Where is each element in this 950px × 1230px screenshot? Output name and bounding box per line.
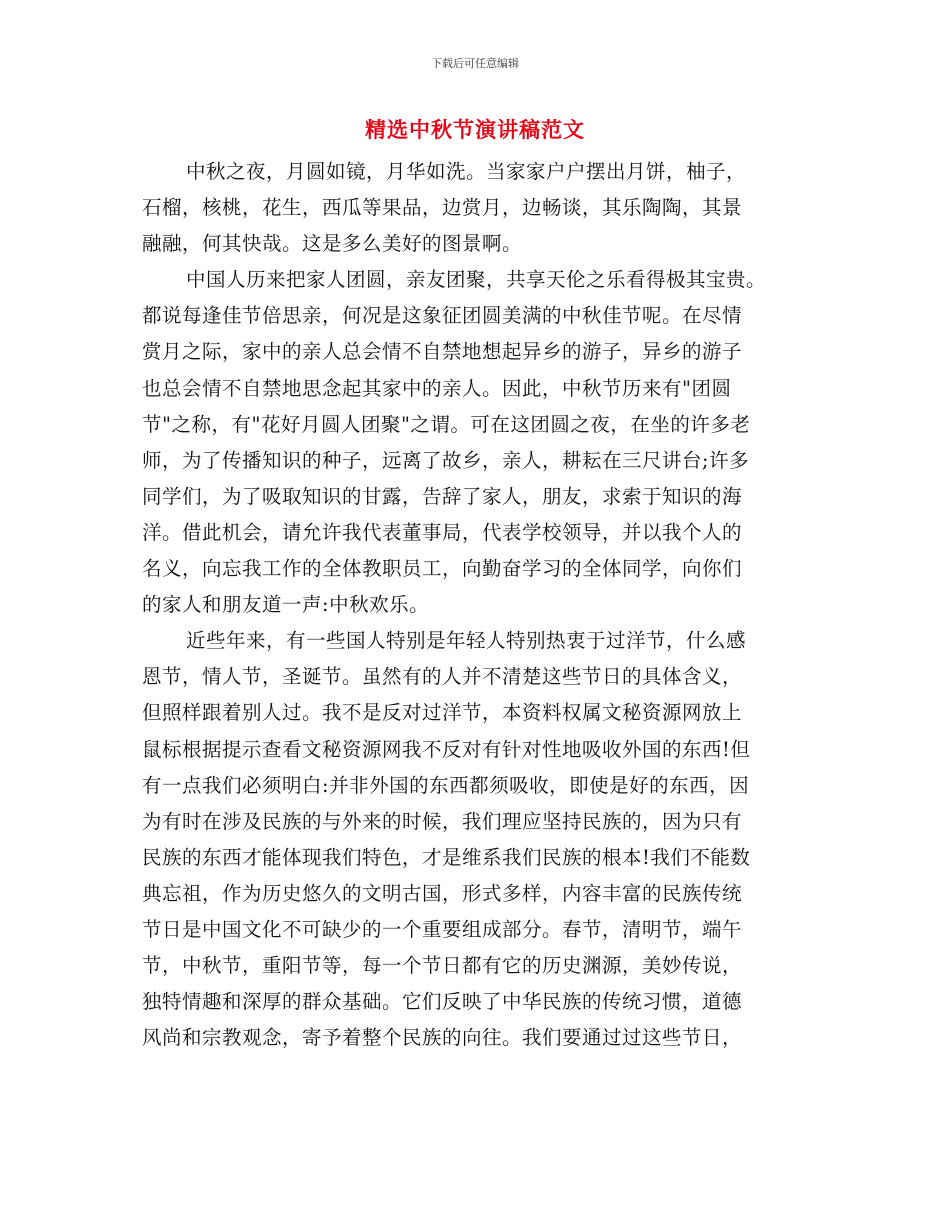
paragraph-line: 风尚和宗教观念，寄予着整个民族的向往。我们要通过过这些节日， xyxy=(142,1026,743,1050)
paragraph-line: 石榴，核桃，花生，西瓜等果品，边赏月，边畅谈，其乐陶陶，其景 xyxy=(142,196,743,220)
paragraph-line: 中秋之夜，月圆如镜，月华如洗。当家家户户摆出月饼，柚子， xyxy=(186,160,747,183)
paragraph-line: 典忘祖，作为历史悠久的文明古国，形式多样，内容丰富的民族传统 xyxy=(142,881,743,905)
paragraph-line: 也总会情不自禁地思念起其家中的亲人。因此，中秋节历来有"团圆 xyxy=(142,376,732,400)
document-title: 精选中秋节演讲稿范文 xyxy=(365,118,585,142)
paragraph-line: 赏月之际，家中的亲人总会情不自禁地想起异乡的游子，异乡的游子 xyxy=(142,340,743,364)
paragraph-line: 融融，何其快哉。这是多么美好的图景啊。 xyxy=(142,232,523,256)
document-body xyxy=(142,154,810,1056)
paragraph-line: 的家人和朋友道一声:中秋欢乐。 xyxy=(142,593,430,617)
paragraph-line: 洋。借此机会，请允许我代表董事局，代表学校领导，并以我个人的 xyxy=(142,520,743,544)
paragraph-line: 节，中秋节，重阳节等，每一个节日都有它的历史渊源，美妙传说， xyxy=(142,954,743,978)
paragraph xyxy=(142,623,810,1056)
paragraph-line: 恩节，情人节，圣诞节。虽然有的人并不清楚这些节日的具体含义， xyxy=(142,665,743,689)
paragraph-line: 同学们，为了吸取知识的甘露，告辞了家人，朋友，求索于知识的海 xyxy=(142,484,743,508)
paragraph-line: 节日是中国文化不可缺少的一个重要组成部分。春节，清明节，端午 xyxy=(142,917,743,941)
paragraph-line: 近些年来，有一些国人特别是年轻人特别热衷于过洋节，什么感 xyxy=(186,629,747,653)
paragraph-line: 中国人历来把家人团圆，亲友团聚，共享天伦之乐看得极其宝贵。 xyxy=(186,268,767,292)
paragraph-line: 都说每逢佳节倍思亲，何况是这象征团圆美满的中秋佳节呢。在尽情 xyxy=(142,304,743,328)
paragraph-line: 有一点我们必须明白:并非外国的东西都须吸收，即使是好的东西，因 xyxy=(142,773,750,797)
paragraph xyxy=(142,262,810,623)
paragraph-line: 节"之称，有"花好月圆人团聚"之谓。可在这团圆之夜，在坐的许多老 xyxy=(142,412,751,436)
page-header-note: 下载后可任意编辑 xyxy=(431,57,519,70)
paragraph-line: 独特情趣和深厚的群众基础。它们反映了中华民族的传统习惯，道德 xyxy=(142,990,743,1014)
paragraph-line: 名义，向忘我工作的全体教职员工，向勤奋学习的全体同学，向你们 xyxy=(142,557,743,581)
paragraph-line: 民族的东西才能体现我们特色，才是维系我们民族的根本!我们不能数 xyxy=(142,845,751,869)
paragraph-line: 师，为了传播知识的种子，远离了故乡，亲人，耕耘在三尺讲台;许多 xyxy=(142,448,750,472)
paragraph-line: 鼠标根据提示查看文秘资源网我不反对有针对性地吸收外国的东西!但 xyxy=(142,737,751,761)
paragraph-line: 为有时在涉及民族的与外来的时候，我们理应坚持民族的，因为只有 xyxy=(142,809,743,833)
paragraph-line: 但照样跟着别人过。我不是反对过洋节，本资料权属文秘资源网放上 xyxy=(142,701,743,725)
paragraph xyxy=(142,154,810,262)
